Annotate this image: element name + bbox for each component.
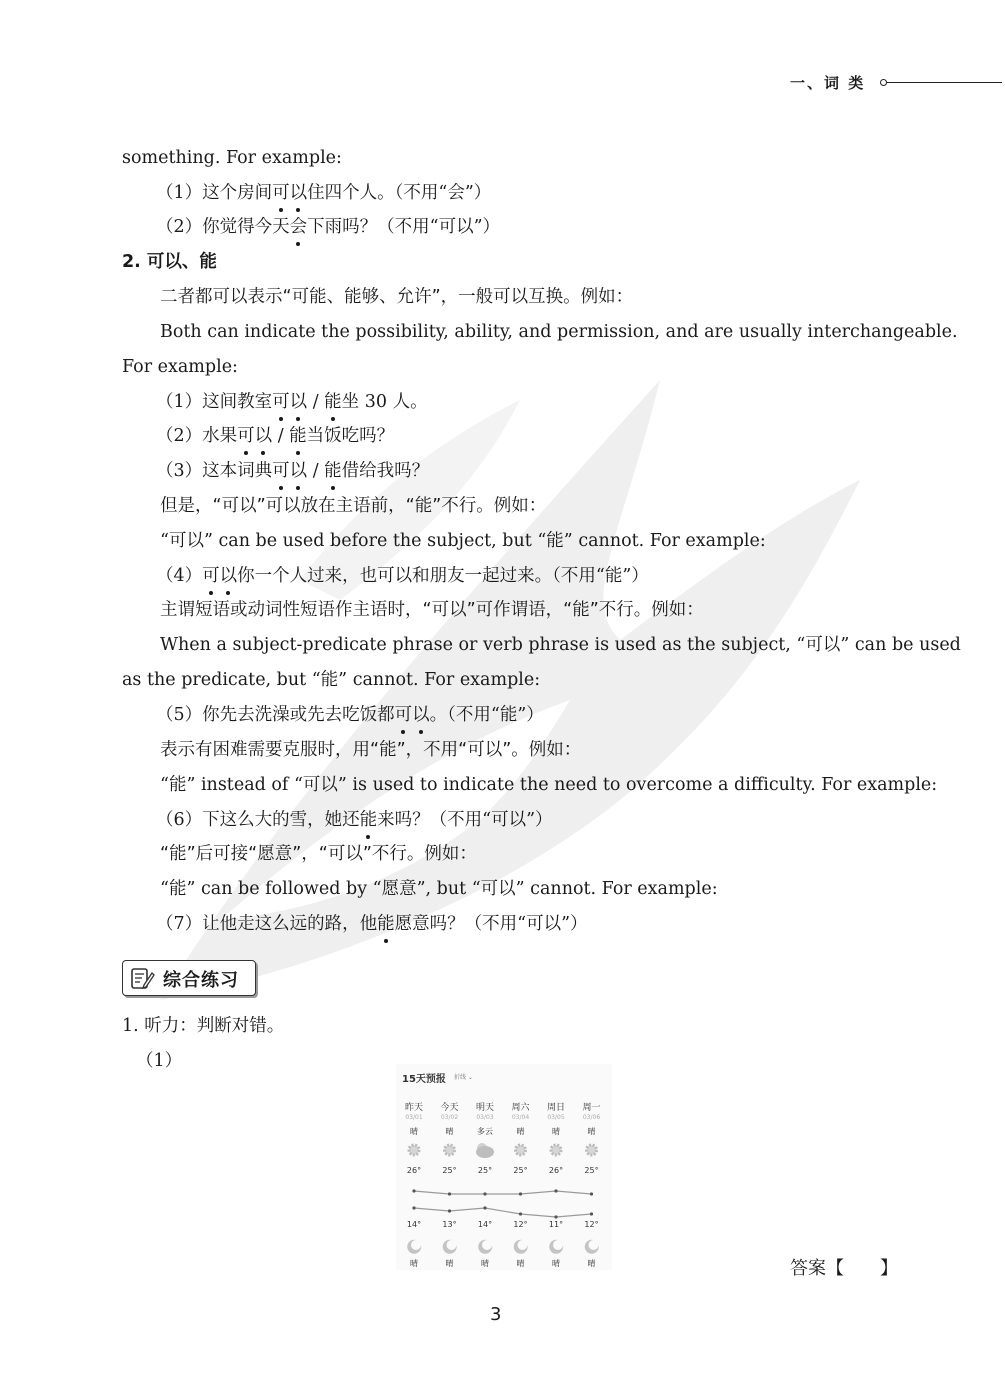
weather-low-temp: 11° xyxy=(548,1220,564,1229)
text-line: “能” instead of “可以” is used to indicate the need to overcome a difficulty. For example: xyxy=(160,775,938,795)
temp-point xyxy=(483,1206,486,1209)
temp-point xyxy=(554,1189,557,1192)
text-line: as the predicate, but “能” cannot. For example: xyxy=(122,670,541,690)
example-line: （1）这间教室可以 / 能坐 30 人。 xyxy=(156,392,428,412)
exercise-badge-label: 综合练习 xyxy=(163,970,239,991)
weather-low-temp: 14° xyxy=(477,1220,493,1229)
pencil-note-icon xyxy=(129,965,155,991)
weather-low-temp: 14° xyxy=(406,1220,422,1229)
weather-night-condition: 晴 xyxy=(587,1259,596,1268)
text-line: For example: xyxy=(122,357,238,377)
example-line: （5）你先去洗澡或先去吃饭都可以。（不用“能”） xyxy=(156,705,544,725)
page-number: 3 xyxy=(490,1304,502,1325)
weather-condition: 晴 xyxy=(587,1127,596,1136)
weather-forecast-image xyxy=(396,1064,612,1270)
weather-high-temp: 25° xyxy=(584,1166,599,1175)
weather-night-condition: 晴 xyxy=(516,1259,525,1268)
example-line: （2）你觉得今天会下雨吗？（不用“可以”） xyxy=(156,217,501,237)
weather-date-label: 03/06 xyxy=(582,1114,601,1121)
weather-date-label: 03/03 xyxy=(476,1114,494,1121)
weather-high-temp: 25° xyxy=(442,1166,457,1175)
weather-date-label: 03/02 xyxy=(440,1114,459,1121)
section-heading: 2. 可以、能 xyxy=(122,252,217,272)
text-line: 二者都可以表示“可能、能够、允许”，一般可以互换。例如： xyxy=(160,287,634,307)
text-line: Both can indicate the possibility, ability, and permission, and are usually interchangeable. xyxy=(160,322,958,342)
weather-title: 15天预报 xyxy=(402,1074,446,1085)
text-line: “能”后可接“愿意”，“可以”不行。例如： xyxy=(160,844,477,864)
sun-icon xyxy=(551,1145,561,1155)
sun-icon xyxy=(587,1145,597,1155)
text-line: 表示有困难需要克服时，用“能”，不用“可以”。例如： xyxy=(160,740,582,760)
text-line: “可以” can be used before the subject, but “能” cannot. For example: xyxy=(160,531,766,551)
weather-filter: 折线 ⌄ xyxy=(454,1074,473,1081)
moon-icon xyxy=(585,1240,599,1254)
weather-date-label: 03/05 xyxy=(547,1114,565,1121)
temp-point xyxy=(483,1192,486,1195)
moon-icon xyxy=(478,1240,492,1254)
weather-condition: 晴 xyxy=(445,1127,454,1136)
weather-day-label: 周六 xyxy=(511,1103,530,1113)
weather-condition: 晴 xyxy=(552,1127,560,1136)
temp-point xyxy=(519,1192,522,1195)
moon-icon xyxy=(514,1240,528,1254)
low-temp-line xyxy=(414,1208,592,1217)
temp-point xyxy=(590,1212,593,1215)
moon-icon xyxy=(549,1240,563,1254)
weather-day-label: 今天 xyxy=(440,1103,459,1113)
example-line: （1）这个房间可以住四个人。（不用“会”） xyxy=(156,183,492,203)
running-header: 一、词 类 xyxy=(790,74,866,92)
sun-icon xyxy=(516,1145,526,1155)
high-temp-line xyxy=(414,1191,592,1194)
weather-condition: 晴 xyxy=(516,1127,525,1136)
weather-condition: 晴 xyxy=(410,1127,418,1136)
weather-high-temp: 25° xyxy=(477,1166,493,1175)
weather-date-label: 03/01 xyxy=(405,1114,423,1121)
question-heading: 1. 听力：判断对错。 xyxy=(122,1016,285,1036)
example-line: （7）让他走这么远的路，他能愿意吗？（不用“可以”） xyxy=(156,914,588,934)
weather-low-temp: 12° xyxy=(584,1220,599,1229)
example-line: （4）可以你一个人过来，也可以和朋友一起过来。（不用“能”） xyxy=(156,566,649,586)
weather-night-condition: 晴 xyxy=(481,1259,489,1268)
text-line: something. For example: xyxy=(122,148,342,168)
text-line: 主谓短语或动词性短语作主语时，“可以”可作谓语，“能”不行。例如： xyxy=(160,600,704,620)
moon-icon xyxy=(407,1240,421,1254)
weather-condition: 多云 xyxy=(477,1127,493,1136)
temp-point xyxy=(412,1189,415,1192)
cloud-icon xyxy=(476,1143,494,1158)
weather-high-temp: 26° xyxy=(406,1166,422,1175)
sun-icon xyxy=(445,1145,455,1155)
weather-night-condition: 晴 xyxy=(552,1259,560,1268)
question-number: （1） xyxy=(136,1051,183,1071)
sun-icon xyxy=(409,1145,419,1155)
weather-night-condition: 晴 xyxy=(410,1259,418,1268)
temp-point xyxy=(590,1192,593,1195)
temp-point xyxy=(448,1192,451,1195)
weather-night-condition: 晴 xyxy=(445,1259,454,1268)
header-rule xyxy=(884,82,1002,83)
weather-high-temp: 26° xyxy=(548,1166,564,1175)
temp-point xyxy=(412,1206,415,1209)
example-line: （3）这本词典可以 / 能借给我吗？ xyxy=(156,461,430,481)
temp-point xyxy=(448,1209,451,1212)
weather-high-temp: 25° xyxy=(513,1166,528,1175)
weather-day-label: 周日 xyxy=(546,1103,565,1113)
weather-day-label: 昨天 xyxy=(404,1103,423,1113)
exercise-badge xyxy=(122,960,256,996)
moon-icon xyxy=(443,1240,457,1254)
weather-day-label: 明天 xyxy=(475,1103,494,1113)
example-line: （2）水果可以 / 能当饭吃吗？ xyxy=(156,426,395,446)
temp-point xyxy=(554,1215,557,1218)
header-dot xyxy=(880,79,887,86)
answer-blank: 答案【 】 xyxy=(790,1258,898,1279)
weather-date-label: 03/04 xyxy=(511,1114,530,1121)
weather-day-label: 周一 xyxy=(582,1103,601,1113)
example-line: （6）下这么大的雪，她还能来吗？（不用“可以”） xyxy=(156,810,553,830)
weather-low-temp: 13° xyxy=(442,1220,457,1229)
text-line: “能” can be followed by “愿意”, but “可以” cannot. For example: xyxy=(160,879,718,899)
weather-low-temp: 12° xyxy=(513,1220,528,1229)
temp-point xyxy=(519,1212,522,1215)
text-line: When a subject-predicate phrase or verb phrase is used as the subject, “可以” can be used xyxy=(160,635,961,655)
text-line: 但是，“可以”可以放在主语前，“能”不行。例如： xyxy=(160,496,547,516)
